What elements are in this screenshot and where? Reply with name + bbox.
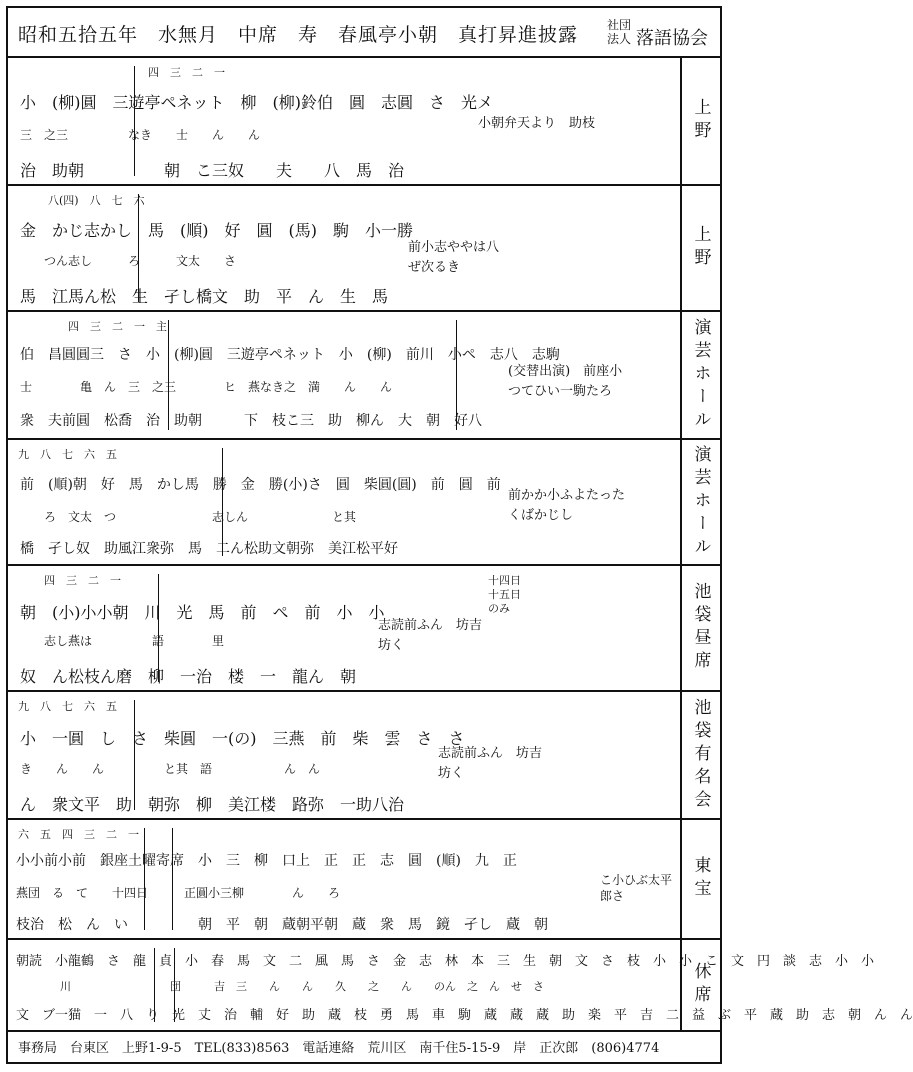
performer-line-1: 小 一圓 し さ 柴圓 一(の) 三燕 前 柴 雲 さ さ [20, 729, 465, 748]
venue-label: 池袋昼席 [690, 582, 711, 674]
schedule-row-ikebukuro-yumeikai [8, 692, 720, 820]
performer-line-3: 橋 孑し奴 助風江衆弥 馬 二ん松助文朝弥 美江松平好 [20, 541, 398, 557]
schedule-row-toho [8, 820, 720, 940]
slot-numbers: 六 五 四 三 二 一 [18, 828, 139, 841]
performer-line-3: 馬 江馬ん松 生 孑し橋文 助 平 ん 生 馬 [20, 287, 389, 306]
slot-numbers: 九 八 七 六 五 [18, 448, 117, 461]
venue-label: 演芸ホール [690, 444, 711, 560]
performer-line-1: 朝 (小)小小朝 川 光 馬 前 ペ 前 小 小 [20, 603, 385, 622]
column-divider [172, 828, 173, 930]
page-title: 昭和五拾五年 水無月 中席 寿 春風亭小朝 真打昇進披露 [18, 24, 579, 46]
venue-label: 上野 [690, 225, 711, 271]
performer-line-1: 朝読 小龍鶴 さ 龍 貞 小 春 馬 文 二 風 馬 さ 金 志 林 本 三 生 朝 文 さ 枝 小 小 こ 文 円 談 志 小 小 [16, 954, 875, 969]
schedule-row-ikebukuro-day [8, 566, 720, 692]
schedule-row-ueno-2 [8, 186, 720, 312]
org-type: 社団法人 [606, 18, 631, 46]
venue-label: 池袋有名会 [690, 697, 711, 813]
column-divider [222, 448, 223, 556]
slot-numbers: 九 八 七 六 五 [18, 700, 117, 713]
performer-line-2: ろ 文太 つ 志しん と其 [20, 510, 357, 524]
organization [602, 14, 720, 54]
column-divider [138, 194, 139, 302]
schedule-row-ueno-1 [8, 58, 720, 186]
slot-numbers: 四 三 二 一 主 [68, 320, 167, 333]
venue-label: 東宝 [690, 856, 711, 902]
performer-line-3: 衆 夫前圓 松喬 治 助朝 下 枝こ三 助 柳ん 大 朝 好八 [20, 413, 482, 429]
performer-line-3: ん 衆文平 助 朝弥 柳 美江楼 路弥 一助八治 [20, 795, 405, 814]
column-divider [158, 574, 159, 682]
slot-numbers: 四 三 二 一 [44, 574, 121, 587]
column-divider [144, 828, 145, 930]
performer-line-2: 志し燕は 語 里 [20, 634, 225, 648]
performer-line-3: 文 ブ一猫 一 八 り 光 丈 治 輔 好 助 蔵 枝 勇 馬 車 駒 蔵 蔵 蔵 助 楽 平 吉 二 益 ぶ 平 蔵 助 志 朝 ん ん [16, 1008, 913, 1023]
performer-line-1: 前 (順)朝 好 馬 かし馬 勝 金 勝(小)さ 圓 柴圓(圓) 前 圓 前 [20, 477, 501, 493]
venue-label: 演芸ホール [690, 317, 711, 433]
row-note: 前かか小ふよたったくばかじし [508, 488, 626, 523]
row-note: (交替出演) 前座小つてひい一駒たろ [508, 364, 623, 399]
contact-info: 事務局 台東区 上野1-9-5 TEL(833)8563 電話連絡 荒川区 南千住5-15-9 岸 正次郎 (806)4774 [18, 1041, 660, 1056]
row-note: 小朝弁天より 助枝 [478, 116, 596, 131]
header [8, 8, 720, 58]
performer-line-3: 枝治 松 ん い 朝 平 朝 蔵朝平朝 蔵 衆 馬 鏡 孑し 蔵 朝 [16, 917, 548, 933]
program-sheet [6, 6, 913, 1064]
org-name: 落語協会 [636, 28, 708, 49]
footer [8, 1030, 720, 1062]
column-divider [154, 948, 155, 1022]
column-divider [168, 320, 169, 430]
performer-line-2: 燕団 る て 十四日 正圓小三柳 ん ろ [16, 886, 341, 900]
column-divider [134, 66, 135, 176]
slot-numbers: 四 三 二 一 [148, 66, 225, 79]
venue-label: 上野 [690, 98, 711, 144]
column-divider [174, 948, 175, 1022]
performer-line-2: 士 亀 ん 三 之三 ヒ 燕なき之 満 ん ん [20, 380, 393, 394]
performer-line-1: 小小前小前 銀座土曜寄席 小 三 柳 口上 正 正 志 圓 (順) 九 正 [16, 853, 517, 869]
row-note: 志読前ふん 坊吉坊く [438, 746, 543, 781]
performer-line-2: つん志し ろ 文太 さ [20, 254, 237, 268]
row-note: 志読前ふん 坊吉坊く [378, 618, 483, 653]
performer-line-2: 三 之三 なき 士 ん ん [20, 128, 261, 142]
schedule-row-engei-2 [8, 440, 720, 566]
column-divider [456, 320, 457, 430]
performer-line-2: き ん ん と其 語 ん ん [20, 762, 321, 776]
column-divider [134, 700, 135, 810]
row-note: こ小ひぶ太平郎さ [600, 873, 673, 903]
performer-line-3: 奴 ん松枝ん磨 柳 一治 楼 一 龍ん 朝 [20, 667, 357, 686]
schedule-row-kyuseki [8, 940, 913, 1032]
date-note: 十四日 十五日 のみ [488, 574, 532, 615]
venue-label: 休席 [690, 962, 711, 1008]
slot-numbers: 八(四) 八 七 六 [48, 194, 145, 207]
performer-line-1: 伯 昌圓圓三 さ 小 (柳)圓 三遊亭ペネット 小 (柳) 前川 小ペ 志八 志駒 [20, 347, 560, 363]
schedule-row-engei-1 [8, 312, 720, 440]
performer-line-1: 金 かじ志かし 馬 (順) 好 圓 (馬) 駒 小一勝 [20, 221, 413, 240]
performer-line-3: 治 助朝 朝 こ三奴 夫 八 馬 治 [20, 161, 405, 180]
row-note: 前小志ややは八ぜ次るき [408, 240, 500, 275]
performer-line-2: 川 団 吉 三 ん ん 久 之 ん のん 之 ん せ さ [16, 980, 544, 993]
performer-line-1: 小 (柳)圓 三遊亭ペネット 柳 (柳)鈴伯 圓 志圓 さ 光メ [20, 93, 493, 112]
